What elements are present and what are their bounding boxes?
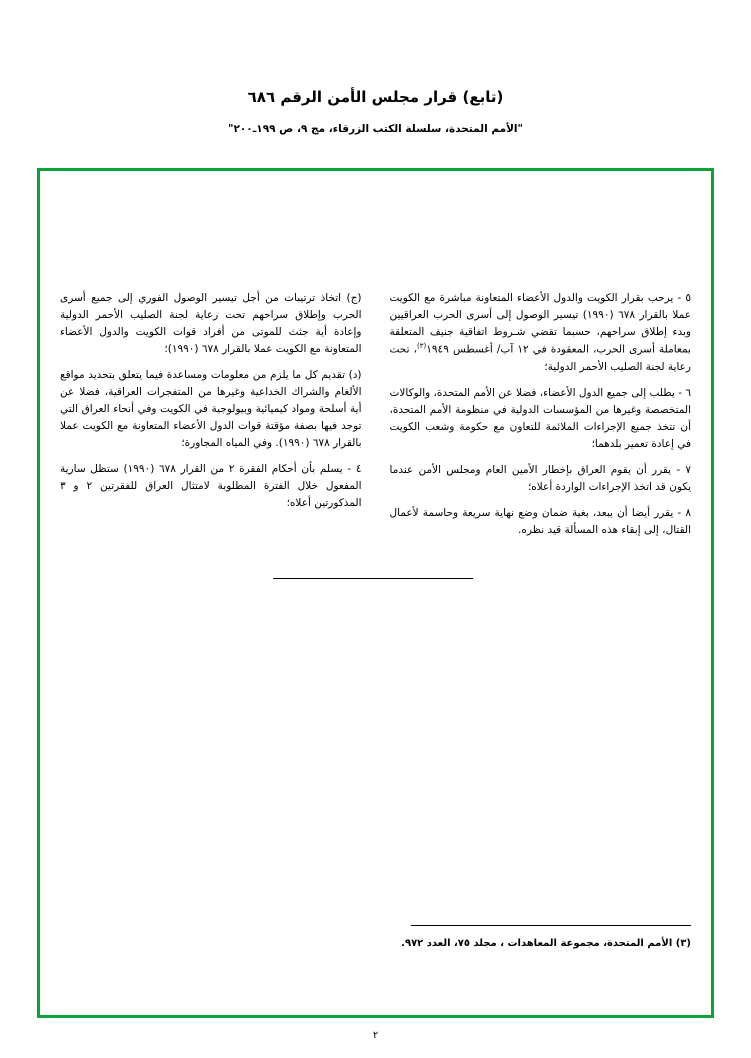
paragraph-8 — [390, 505, 692, 539]
paragraph-c — [60, 290, 362, 358]
paragraph-7 — [390, 462, 692, 496]
paragraph-text: اتخاذ ترتيبات من أجل تيسير الوصول الفوري إلى جميع أسرى الحرب وإطلاق سراحهم تحت رعاية لجنة الصليب الأحمر الدولية وإعادة أية جثث للموتى من أفراد قوات الكويت والدول الأعضاء المتعاونة مع الكويت عملا بالقرار ٦٧٨ (١٩٩٠)؛ — [60, 292, 362, 355]
paragraph-marker: ٧ - — [676, 463, 691, 476]
paragraph-lead: يطلب — [649, 386, 675, 399]
section-divider-rule — [273, 578, 473, 579]
paragraph-text: تقديم كل ما يلزم من معلومات ومساعدة فيما يتعلق بتحديد مواقع الألغام والشراك الخداعية وغيرها من المتفجرات العراقية، فضلا عن أية أسلحة ومواد كيميائية وبيولوجية في الكويت وفي أنحاء العراق التي توجد فيها بصفة مؤقتة قوات الدول الأعضاء المتعاونة مع الكويت عملا بالقرار ٦٧٨ (١٩٩٠). وفي المياه المجاورة؛ — [60, 369, 362, 449]
paragraph-marker: (ج) — [346, 292, 362, 304]
paragraph-text: بقرار الكويت والدول الأعضاء المتعاونة مباشرة مع الكويت عملا بالقرار ٦٧٨ (١٩٩٠) تيسير الوصول إلى أسرى الحرب العراقيين وبدء إطلاق سراحهم، حسبما تقضي شـروط اتفاقية جنيف المتعلقة بمعاملة أسرى الحرب، المعقودة في ١٢ آب/ أغسطس ١٩٤٩ — [389, 292, 691, 356]
footnote-divider-rule — [411, 925, 691, 926]
two-column-body — [60, 290, 691, 548]
paragraph-4 — [60, 461, 362, 512]
paragraph-lead: يرحب — [647, 292, 674, 304]
left-column — [390, 290, 692, 548]
page-number: ٢ — [372, 1030, 379, 1041]
paragraph-text: أن يبعد، بغية ضمان وضع نهاية سريعة وحاسمة لأعمال القتال، إلى إبقاء هذه المسألة قيد نظره. — [389, 506, 691, 536]
paragraph-text: أن يقوم العراق بإخطار الأمين العام ومجلس الأمن عندما يكون قد اتخذ الإجراءات الواردة أعلاه؛ — [389, 463, 691, 493]
page-title: (تابع) قرار مجلس الأمن الرقم ٦٨٦ — [247, 88, 504, 106]
paragraph-5 — [390, 290, 692, 376]
paragraph-text: يسلم بأن أحكام الفقرة ٢ من القرار ٦٧٨ (١٩٩٠) ستظل سارية المفعول خلال الفترة المطلوبة لامتثال العراق للفقرتين ٢ و ٣ المذكورتين أعلاه؛ — [60, 463, 362, 509]
paragraph-lead: يقرر — [652, 463, 672, 476]
page-subtitle: "الأمم المتحدة، سلسلة الكتب الزرقاء، مج ٩، ص ١٩٩ـ٢٠٠" — [227, 123, 523, 135]
paragraph-text: إلى جميع الدول الأعضاء، فضلا عن الأمم المتحدة، والوكالات المتخصصة وغيرها من المؤسسات الدولية في منظومة الأمم المتحدة، أن تتخذ جميع الإجراءات الملائمة للتعاون مع حكومة وشعب الكويت في إعادة تعمير بلدهما؛ — [389, 386, 691, 450]
paragraph-marker: ٨ - — [677, 506, 691, 519]
footnote-ref: (٣) — [417, 342, 427, 350]
footnote-text: (٣) الأمم المتحدة، مجموعة المعاهدات ، مجلد ٧٥، العدد ٩٧٢. — [401, 938, 691, 949]
paragraph-marker: ٤ - — [347, 463, 362, 475]
paragraph-6 — [390, 385, 692, 453]
paragraph-marker: ٦ - — [678, 386, 691, 399]
paragraph-marker: (د) — [348, 369, 362, 381]
right-column — [60, 290, 362, 521]
paragraph-marker: ٥ - — [677, 292, 691, 304]
paragraph-d — [60, 367, 362, 452]
paragraph-tail: ، تحت رعاية لجنة الصليب الأحمر الدولية؛ — [389, 343, 691, 373]
paragraph-lead: يقرر أيضا — [631, 506, 674, 519]
